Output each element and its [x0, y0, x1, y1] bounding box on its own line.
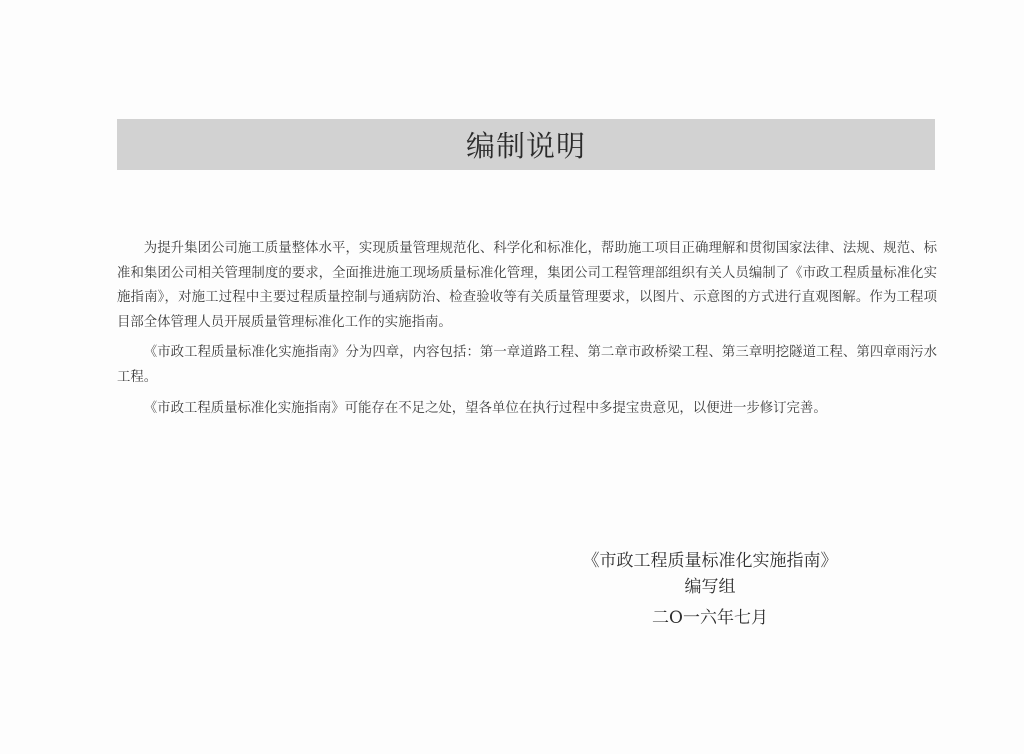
signature-block [560, 548, 860, 631]
paragraph-intro: 为提升集团公司施工质量整体水平，实现质量管理规范化、科学化和标准化，帮助施工项目正确理解和贯彻国家法律、法规、规范、标准和集团公司相关管理制度的要求，全面推进施工现场质量标准化管理，集团公司工程管理部组织有关人员编制了《市政工程质量标准化实施指南》，对施工过程中主要过程质量控制与通病防治、检查验收等有关质量管理要求，以图片、示意图的方式进行直观图解。作为工程项目部全体管理人员开展质量管理标准化工作的实施指南。 [117, 241, 937, 330]
paragraph-feedback: 《市政工程质量标准化实施指南》可能存在不足之处，望各单位在执行过程中多提宝贵意见，以便进一步修订完善。 [143, 400, 827, 416]
signature-date: 二O一六年七月 [652, 608, 768, 628]
signature-book-title: 《市政工程质量标准化实施指南》 [582, 551, 838, 571]
paragraph-chapters: 《市政工程质量标准化实施指南》分为四章，内容包括：第一章道路工程、第二章市政桥梁工程、第三章明挖隧道工程、第四章雨污水工程。 [117, 345, 937, 385]
document-body [117, 237, 937, 427]
signature-group: 编写组 [684, 577, 736, 597]
title-band [117, 119, 935, 170]
page-title: 编制说明 [465, 129, 586, 163]
